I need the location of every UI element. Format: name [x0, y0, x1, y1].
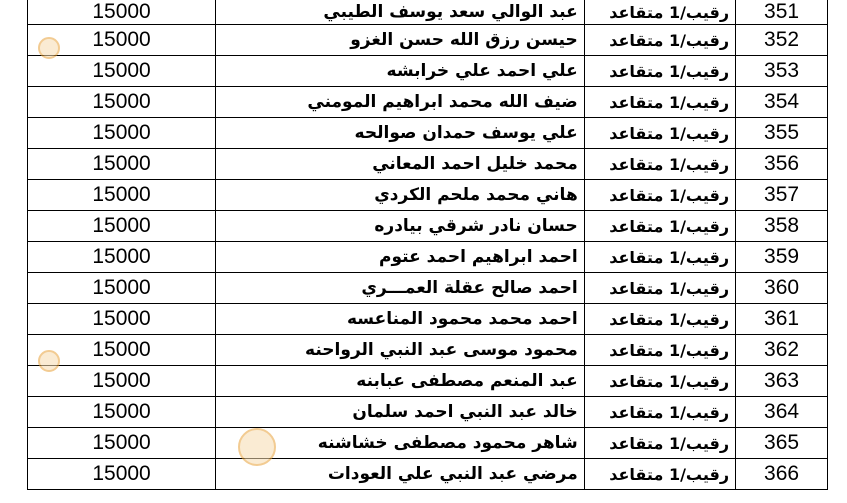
name-cell: عبد الوالي سعد يوسف الطيبي — [216, 0, 585, 25]
table-row — [28, 242, 828, 273]
table-row — [28, 397, 828, 428]
roster-table — [27, 0, 828, 490]
rank-cell: رقيب/1 متقاعد — [584, 56, 735, 87]
amount-cell: 15000 — [28, 118, 216, 149]
amount-cell: 15000 — [28, 211, 216, 242]
name-cell: احمد ابراهيم احمد عتوم — [216, 242, 585, 273]
table-row — [28, 149, 828, 180]
amount-cell: 15000 — [28, 180, 216, 211]
watermark-stamp-icon — [38, 350, 60, 372]
rank-cell: رقيب/1 متقاعد — [584, 459, 735, 490]
name-cell: محمود موسى عبد النبي الرواحنه — [216, 335, 585, 366]
serial-number-cell: 358 — [736, 211, 828, 242]
watermark-stamp-icon — [38, 37, 60, 59]
rank-cell: رقيب/1 متقاعد — [584, 273, 735, 304]
amount-cell: 15000 — [28, 366, 216, 397]
amount-cell: 15000 — [28, 304, 216, 335]
name-cell: علي احمد علي خرابشه — [216, 56, 585, 87]
amount-cell: 15000 — [28, 0, 216, 25]
serial-number-cell: 363 — [736, 366, 828, 397]
rank-cell: رقيب/1 متقاعد — [584, 242, 735, 273]
table-row — [28, 180, 828, 211]
rank-cell: رقيب/1 متقاعد — [584, 25, 735, 56]
table-row — [28, 366, 828, 397]
serial-number-cell: 352 — [736, 25, 828, 56]
rank-cell: رقيب/1 متقاعد — [584, 180, 735, 211]
serial-number-cell: 355 — [736, 118, 828, 149]
rank-cell: رقيب/1 متقاعد — [584, 366, 735, 397]
serial-number-cell: 364 — [736, 397, 828, 428]
amount-cell: 15000 — [28, 459, 216, 490]
table-row — [28, 335, 828, 366]
rank-cell: رقيب/1 متقاعد — [584, 149, 735, 180]
name-cell: عبد المنعم مصطفى عبابنه — [216, 366, 585, 397]
name-cell: محمد خليل احمد المعاني — [216, 149, 585, 180]
rank-cell: رقيب/1 متقاعد — [584, 397, 735, 428]
rank-cell: رقيب/1 متقاعد — [584, 118, 735, 149]
amount-cell: 15000 — [28, 149, 216, 180]
serial-number-cell: 360 — [736, 273, 828, 304]
watermark-stamp-icon — [238, 428, 276, 466]
serial-number-cell: 351 — [736, 0, 828, 25]
amount-cell: 15000 — [28, 428, 216, 459]
amount-cell: 15000 — [28, 242, 216, 273]
name-cell: خالد عبد النبي احمد سلمان — [216, 397, 585, 428]
name-cell: ضيف الله محمد ابراهيم المومني — [216, 87, 585, 118]
serial-number-cell: 357 — [736, 180, 828, 211]
table-row — [28, 304, 828, 335]
amount-cell: 15000 — [28, 273, 216, 304]
serial-number-cell: 359 — [736, 242, 828, 273]
table-row — [28, 0, 828, 25]
serial-number-cell: 353 — [736, 56, 828, 87]
name-cell: حيسن رزق الله حسن الغزو — [216, 25, 585, 56]
name-cell: مرضي عبد النبي علي العودات — [216, 459, 585, 490]
serial-number-cell: 361 — [736, 304, 828, 335]
amount-cell: 15000 — [28, 87, 216, 118]
amount-cell: 15000 — [28, 56, 216, 87]
table-row — [28, 25, 828, 56]
rank-cell: رقيب/1 متقاعد — [584, 335, 735, 366]
rank-cell: رقيب/1 متقاعد — [584, 0, 735, 25]
amount-cell: 15000 — [28, 335, 216, 366]
roster-body — [28, 0, 828, 490]
rank-cell: رقيب/1 متقاعد — [584, 304, 735, 335]
rank-cell: رقيب/1 متقاعد — [584, 211, 735, 242]
name-cell: هاني محمد ملحم الكردي — [216, 180, 585, 211]
amount-cell: 15000 — [28, 25, 216, 56]
name-cell: احمد صالح عقلة العمـــري — [216, 273, 585, 304]
serial-number-cell: 365 — [736, 428, 828, 459]
name-cell: حسان نادر شرقي بيادره — [216, 211, 585, 242]
amount-cell: 15000 — [28, 397, 216, 428]
rank-cell: رقيب/1 متقاعد — [584, 87, 735, 118]
table-row — [28, 273, 828, 304]
table-row — [28, 56, 828, 87]
table-row — [28, 118, 828, 149]
table-row — [28, 428, 828, 459]
table-row — [28, 459, 828, 490]
rank-cell: رقيب/1 متقاعد — [584, 428, 735, 459]
serial-number-cell: 366 — [736, 459, 828, 490]
name-cell: احمد محمد محمود المناعسه — [216, 304, 585, 335]
serial-number-cell: 354 — [736, 87, 828, 118]
table-row — [28, 211, 828, 242]
name-cell: شاهر محمود مصطفى خشاشنه — [216, 428, 585, 459]
table-row — [28, 87, 828, 118]
name-cell: علي يوسف حمدان صوالحه — [216, 118, 585, 149]
serial-number-cell: 362 — [736, 335, 828, 366]
serial-number-cell: 356 — [736, 149, 828, 180]
